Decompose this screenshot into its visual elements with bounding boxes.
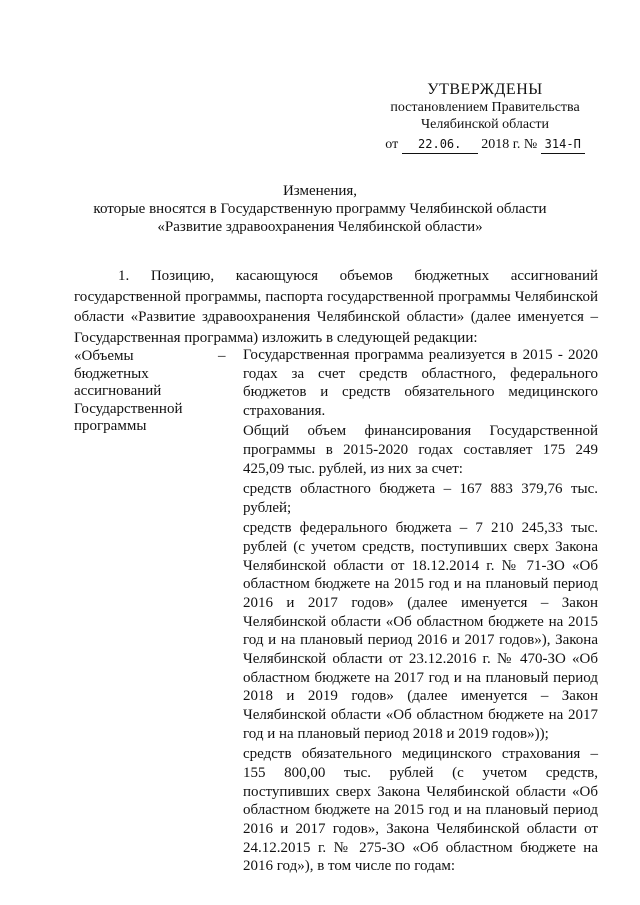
position-label-line: ассигнований [74,383,162,399]
position-label-line: программы [74,418,147,434]
approval-line-2: Челябинской области [421,117,549,132]
content-paragraph: Государственная программа реализуется в 2015 - 2020 годах за счет средств областного, федерального бюджетов и средств обязательного медицинского страхования. [243,347,598,420]
approval-date-row [360,135,610,154]
approval-number-value: 314-П [541,135,585,154]
intro-paragraph: 1. Позицию, касающуюся объемов бюджетных ассигнований государственной программы, паспорта государственной программы Челябинской области «Развитие здравоохранения Челябинской области» (далее именуется – Государственная программа) изложить в следующей редакции: [74,268,598,346]
position-content [243,346,598,878]
approval-date-value: 22.06. [402,135,478,154]
approval-line-1: постановлением Правительства [390,100,580,115]
position-label-line: Государственной [74,400,183,417]
content-paragraph: средств обязательного медицинского страхования – 155 800,00 тыс. рублей (с учетом средств, поступивших сверх Закона Челябинской области «Об областном бюджете на 2015 год и на плановый период 2016 и 2017 годов», Закона Челябинской области от 24.12.2015 г. № 275-ЗО «Об областном бюджете на 2016 год»), в том числе по годам: [243,746,598,875]
approval-stamp [360,80,610,154]
position-label [74,348,214,436]
approval-heading: УТВЕРЖДЕНЫ [427,81,543,98]
title-line-1: Изменения, [282,183,358,199]
position-label-line: «Объемы [74,348,134,364]
position-label-line: бюджетных [74,365,149,382]
content-paragraph: средств федерального бюджета – 7 210 245,33 тыс. рублей (с учетом средств, поступивших сверх Закона Челябинской области от 18.12.2014 г. № 71-ЗО «Об областном бюджете на 2015 год и на плановый период 2016 и 2017 годов» (далее именуется – Закон Челябинской области «Об областном бюджете на 2015 год и на плановый период 2016 и 2017 годов»), Закона Челябинской области от 23.12.2016 г. № 470-ЗО «Об областном бюджете на 2017 год и на плановый период 2018 и 2019 годов» (далее именуется – Закон Челябинской области «Об областном бюджете на 2017 год и на плановый период 2018 и 2019 годов»)); [243,520,598,742]
title-line-3: «Развитие здравоохранения Челябинской области» [157,219,483,235]
content-paragraph: средств областного бюджета – 167 883 379,76 тыс. рублей; [243,481,598,516]
approval-date-suffix: 2018 г. № [481,137,538,152]
title-line-2: которые вносятся в Государственную программу Челябинской области [93,201,547,217]
document-title [60,182,580,236]
content-paragraph: Общий объем финансирования Государственной программы в 2015-2020 годах составляет 175 249 425,09 тыс. рублей, из них за счет: [243,423,598,477]
approval-date-prefix: от [385,137,399,152]
position-dash: – [218,348,226,364]
